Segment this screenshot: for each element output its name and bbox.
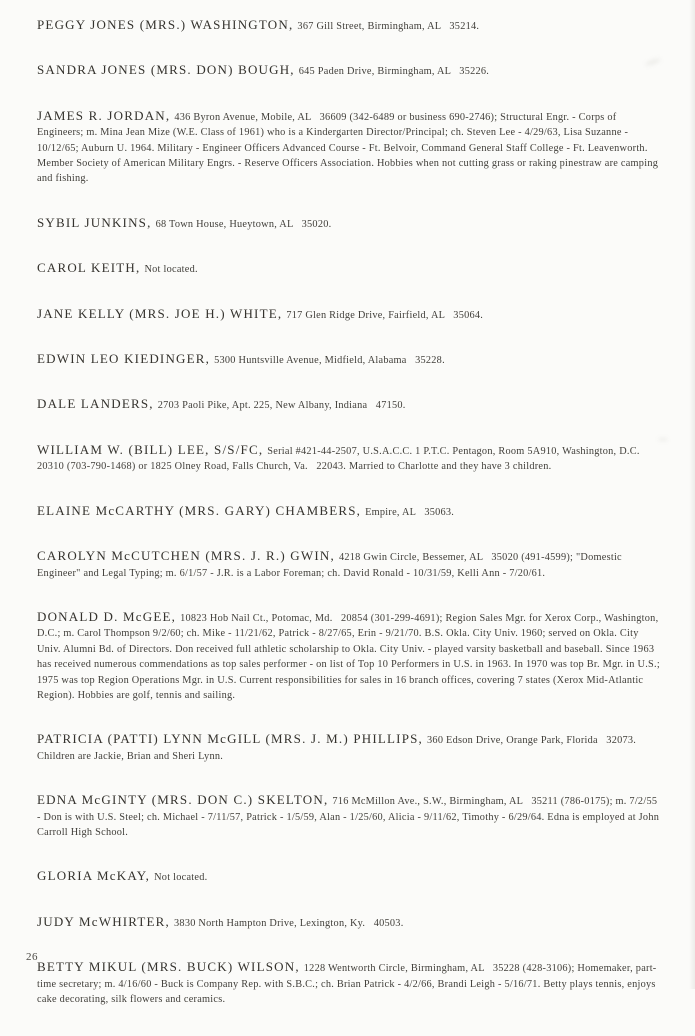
entry-name: DALE LANDERS, xyxy=(37,396,154,412)
entry-name: JANE KELLY (MRS. JOE H.) WHITE, xyxy=(37,305,283,321)
scan-edge-streak xyxy=(689,0,695,989)
directory-entry xyxy=(37,549,663,580)
entry-details: 716 McMillon Ave., S.W., Birmingham, AL 35211 (786-0175); m. 7/2/55 - Don is with U.S. Steel; ch. Michael - 7/11/57, Patrick - 1/5/59, Alan - 1/25/60, Alicia - 9/11/62, Timothy - 6/29/64. Edna is employed at John Carroll High School. xyxy=(37,796,662,838)
entry-name: DONALD D. McGEE, xyxy=(37,608,177,624)
entry-name: GLORIA McKAY, xyxy=(37,868,151,884)
entry-name: EDNA McGINTY (MRS. DON C.) SKELTON, xyxy=(37,792,329,808)
directory-entry xyxy=(37,18,663,33)
entry-details: 436 Byron Avenue, Mobile, AL 36609 (342-6489 or business 690-2746); Structural Engr. - Corps of Engineers; m. Mina Jean Mize (W.E. Class of 1961) who is a Kindergarten Director/Principal; ch. Steven Lee - 4/29/63, Lisa Suzanne - 10/12/65; Auburn U. 1964. Military - Engineer Officers Advanced Course - Ft. Belvoir, Command General Staff College - Ft. Leavenworth. Member Society of American Military Engrs. - Reserve Officers Association. Hobbies when not cutting grass or raking pinestraw are camping and fishing. xyxy=(37,111,661,185)
entry-name: EDWIN LEO KIEDINGER, xyxy=(37,351,211,367)
entry-details: 68 Town House, Hueytown, AL 35020. xyxy=(155,218,332,230)
entry-details: Not located. xyxy=(154,872,208,884)
entry-details: 367 Gill Street, Birmingham, AL 35214. xyxy=(297,21,480,32)
directory-entry xyxy=(37,960,663,1006)
directory-entry xyxy=(37,793,663,839)
directory-entry xyxy=(37,915,663,930)
entry-details: 360 Edson Drive, Orange Park, Florida 32073. Children are Jackie, Brian and Sheri Lynn. xyxy=(37,735,639,762)
entry-name: WILLIAM W. (BILL) LEE, S/S/FC, xyxy=(37,441,264,457)
entry-details: 717 Glen Ridge Drive, Fairfield, AL 35064. xyxy=(286,309,484,321)
page-number: 26 xyxy=(26,951,38,963)
entry-details: 2703 Paoli Pike, Apt. 225, New Albany, Indiana 47150. xyxy=(157,400,406,412)
directory-page xyxy=(37,18,663,1036)
entry-name: JAMES R. JORDAN, xyxy=(37,107,171,123)
entry-details: 4218 Gwin Circle, Bessemer, AL 35020 (491-4599); "Domestic Engineer" and Legal Typing; m. 6/1/57 - J.R. is a Labor Foreman; ch. David Ronald - 10/31/59, Kelli Ann - 7/20/61. xyxy=(37,552,625,579)
directory-entry xyxy=(37,869,663,884)
entry-details: 5300 Huntsville Avenue, Midfield, Alabama 35228. xyxy=(214,355,445,367)
entry-name: CAROLYN McCUTCHEN (MRS. J. R.) GWIN, xyxy=(37,548,335,564)
directory-entry xyxy=(37,261,663,276)
directory-entry xyxy=(37,610,663,702)
entry-name: ELAINE McCARTHY (MRS. GARY) CHAMBERS, xyxy=(37,502,362,518)
directory-entry xyxy=(37,352,663,367)
entry-details: 645 Paden Drive, Birmingham, AL 35226. xyxy=(298,66,490,78)
directory-entry xyxy=(37,109,663,186)
directory-entry xyxy=(37,63,663,78)
entry-details: 10823 Hob Nail Ct., Potomac, Md. 20854 (301-299-4691); Region Sales Mgr. for Xerox Corp., Washington, D.C.; m. Carol Thompson 9/2/60; ch. Mike - 11/21/62, Patrick - 8/27/65, Erin - 9/21/70. B.S. Okla. City Univ. 1960; served on Okla. City Univ. Alumni Bd. of Directors. Don received full athletic scholarship to Okla. City Univ. - played varsity basketball and baseball. Since 1963 has received numerous commendations as top sales performer - on list of Top 10 Performers in U.S. in 1963. In 1970 was top Br. Mgr. in U.S.; 1975 was top Region Operations Mgr. in U.S. Current responsibilities for sales in 16 branch offices, covering 7 states (Xerox Mid-Atlantic Region). Hobbies are golf, tennis and sailing. xyxy=(37,612,663,701)
entry-name: SANDRA JONES (MRS. DON) BOUGH, xyxy=(37,62,295,78)
entry-details: Empire, AL 35063. xyxy=(365,506,455,518)
directory-entry xyxy=(37,216,663,231)
directory-entry xyxy=(37,397,663,412)
entry-details: 3830 North Hampton Drive, Lexington, Ky. 40503. xyxy=(174,917,404,929)
directory-entry xyxy=(37,732,663,763)
directory-entry xyxy=(37,307,663,322)
entry-details: Not located. xyxy=(144,264,198,276)
entry-name: JUDY McWHIRTER, xyxy=(37,913,171,929)
entry-name: SYBIL JUNKINS, xyxy=(37,214,152,230)
directory-entry xyxy=(37,504,663,519)
entry-name: CAROL KEITH, xyxy=(37,260,141,276)
entry-details: Serial #421-44-2507, U.S.A.C.C. 1 P.T.C. Pentagon, Room 5A910, Washington, D.C. 20310 (703-790-1468) or 1825 Olney Road, Falls Church, Va. 22043. Married to Charlotte and they have 3 children. xyxy=(37,445,649,473)
entry-name: PATRICIA (PATTI) LYNN McGILL (MRS. J. M.) PHILLIPS, xyxy=(37,731,424,747)
entry-name: PEGGY JONES (MRS.) WASHINGTON, xyxy=(37,17,294,32)
directory-entry xyxy=(37,443,663,474)
entry-name: BETTY MIKUL (MRS. BUCK) WILSON, xyxy=(37,959,300,975)
entry-details: 1228 Wentworth Circle, Birmingham, AL 35228 (428-3106); Homemaker, part-time secretary; m. 4/16/60 - Buck is Company Rep. with S.B.C.; ch. Brian Patrick - 4/2/66, Brandi Leigh - 5/16/71. Betty plays tennis, enjoys cake decorating, silk flowers and ceramics. xyxy=(37,963,659,1005)
